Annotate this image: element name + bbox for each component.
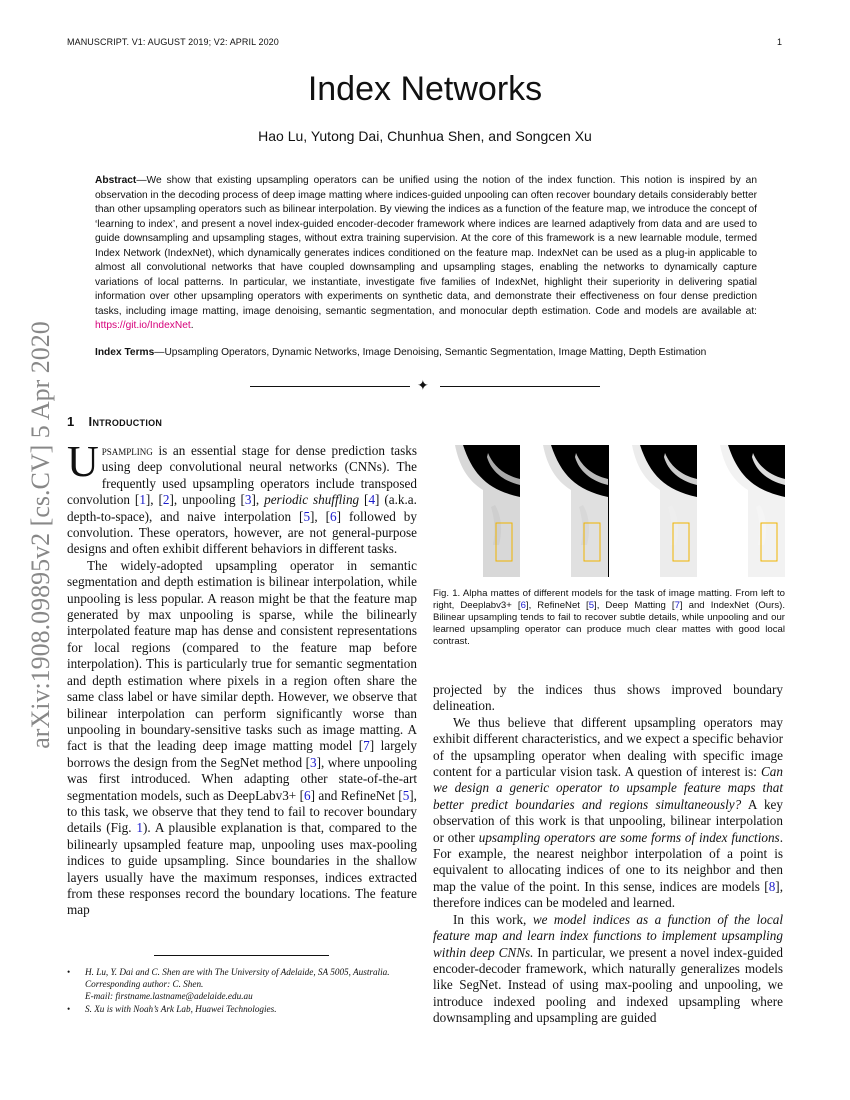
dropcap: U <box>67 437 99 486</box>
footnote-affiliation-xu <box>67 1003 419 1015</box>
text-run: ] and IndexNet (Ours). Bilinear upsampling tends to fail to recover subtle details, while unpooling and our learned upsampling operator can produce much clear mattes with good local contrast. <box>433 600 785 647</box>
footnote-email: E-mail: firstname.lastname@adelaide.edu.au <box>85 991 253 1001</box>
footnote-text: S. Xu is with Noah’s Ark Lab, Huawei Technologies. <box>85 1004 277 1014</box>
citation-link[interactable]: 1 <box>139 492 146 508</box>
page-number: 1 <box>776 37 782 47</box>
code-link[interactable]: https://git.io/IndexNet <box>95 320 191 331</box>
text-run: ] largely borrows the design from the SegNet method [ <box>67 738 417 770</box>
matte-panel-refinenet <box>521 445 608 577</box>
figure-ref-link[interactable]: 1 <box>136 820 144 836</box>
citation-link[interactable]: 4 <box>368 492 376 508</box>
text-run: [ <box>359 492 369 508</box>
text-run: In particular, we present a novel index-guided encoder-decoder framework, which naturally generalizes models like SegNet. Instead of using max-pooling and unpooling, we introduce indexed pooling and indexed upsampling where downsampling and upsampling are guided <box>433 944 784 1026</box>
text-run: ] and RefineNet [ <box>310 787 403 803</box>
citation-link[interactable]: 2 <box>162 492 170 508</box>
italic-run: upsampling operators are some forms of index functions <box>478 829 780 845</box>
divider-star-icon: ✦ <box>417 377 429 393</box>
abstract-text: —We show that existing upsampling operators can be unified using the notion of the index function. This notion is inspired by an observation in the decoding process of deep image matting where indices-guided unpooling can often recover boundary details considerably better than other upsampling operators such as bilinear interpolation. By viewing the indices as a function of the feature map, we introduce the concept of ‘learning to index’, and present a novel index-guided encoder-decoder framework where indices are learned adaptively from data and are used to guide downsampling and upsampling stages, without extra training supervision. At the core of this framework is a new learnable module, termed Index Network (IndexNet), which dynamically generates indices conditioned on the feature map. IndexNet can be used as a plug-in applicable to almost all convolutional networks that have coupled downsampling and upsampling stages, enabling the networks to dynamically capture variations of local patterns. In particular, we instantiate, investigate five families of IndexNet, highlight their superiority in delivering spatial information over other upsampling operators with experiments on synthetic data, and demonstrate their effectiveness on four dense prediction tasks, including image matting, image denoising, semantic segmentation, and monocular depth estimation. Code and models are available at: <box>95 175 757 317</box>
text-run: In this work, <box>453 911 533 927</box>
section-title: Introduction <box>88 414 163 429</box>
section-heading <box>67 414 162 429</box>
citation-link[interactable]: 5 <box>402 787 410 803</box>
text-run: ], [ <box>310 508 331 524</box>
matte-image <box>433 445 520 577</box>
italic-run: periodic shuffling <box>264 492 360 508</box>
italic-run: Can we design a generic operator to upsample feature maps that better predict boundaries and regions simultaneously? <box>433 764 783 812</box>
text-run: is an essential stage for dense prediction tasks using deep convolutional neural networks (CNNs). The frequently used upsampling operators include transposed convolution [ <box>67 443 417 508</box>
matte-panel-indexnet <box>698 445 785 577</box>
citation-link[interactable]: 3 <box>309 754 317 770</box>
text-run: ], where unpooling was first introduced. When adapting other state-of-the-art segmentation models, such as DeepLabv3+ [ <box>67 754 418 803</box>
citation-link[interactable]: 3 <box>244 492 252 508</box>
citation-link[interactable]: 6 <box>330 508 337 524</box>
text-run: ], [ <box>145 492 163 508</box>
divider-line-right <box>440 386 600 387</box>
index-terms <box>95 346 757 361</box>
footnote-affiliation <box>67 966 419 1002</box>
figure-caption <box>433 588 785 648</box>
text-run: ], RefineNet [ <box>525 600 589 611</box>
bullet-icon: • <box>67 967 71 977</box>
footnote-text: H. Lu, Y. Dai and C. Shen are with The University of Adelaide, SA 5005, Australia. Corresponding author: C. Shen. <box>85 967 390 989</box>
text-run: ], <box>251 492 265 508</box>
lead-word: psampling <box>101 443 153 458</box>
left-column <box>67 437 418 919</box>
citation-link[interactable]: 5 <box>303 508 311 524</box>
text-run: ] (a.k.a. depth-to-space), and naive interpolation [ <box>67 492 417 524</box>
text-run: ], therefore indices can be modeled and learned. <box>433 878 783 911</box>
text-run: A key observation of this work is that unpooling, bilinear interpolation or other <box>433 796 783 845</box>
citation-link[interactable]: 5 <box>588 600 595 611</box>
intro-paragraph-3 <box>433 715 783 912</box>
section-number: 1 <box>67 414 75 429</box>
italic-run: we model indices as a function of the local feature map and learn index functions to implement upsampling within deep CNNs. <box>433 911 783 960</box>
abstract-label: Abstract <box>95 175 137 186</box>
figure-1-image <box>433 445 785 577</box>
paper-title: Index Networks <box>307 70 543 108</box>
intro-paragraph-2-continued: projected by the indices thus shows improved boundary delineation. <box>433 682 783 714</box>
matte-panel-deep-matting <box>610 445 697 577</box>
intro-paragraph-1 <box>67 437 417 558</box>
text-run: We thus believe that different upsampling operators may exhibit different characteristics, and we expect a specific behavior of the upsampling operator when dealing with specific image content for a particular vision task. A question of interest is: <box>433 714 783 780</box>
matte-panel-deeplabv3 <box>433 445 520 577</box>
abstract-end: . <box>190 320 194 331</box>
author-list: Hao Lu, Yutong Dai, Chunhua Shen, and Songcen Xu <box>258 128 592 144</box>
text-run: Fig. 1. Alpha mattes of different models for the task of image matting. From left to right, Deeplabv3+ [ <box>433 588 785 611</box>
abstract <box>95 174 757 334</box>
footnote-rule <box>154 955 329 956</box>
right-column <box>433 682 783 1027</box>
index-terms-text: —Upsampling Operators, Dynamic Networks, Image Denoising, Semantic Segmentation, Image Matting, Depth Estimation <box>154 347 707 358</box>
intro-paragraph-4 <box>433 912 783 1027</box>
matte-image <box>521 445 608 577</box>
running-header: MANUSCRIPT. V1: AUGUST 2019; V2: APRIL 2020 <box>67 37 279 47</box>
intro-paragraph-2 <box>67 558 417 919</box>
divider-line-left <box>250 386 410 387</box>
citation-link[interactable]: 8 <box>768 878 776 894</box>
text-run: The widely-adopted upsampling operator in semantic segmentation and depth estimation is bilinear interpolation, while unpooling is less popular. A reason might be that the feature map generated by max unpooling is sparse, while the bilinearly interpolated feature map has dense and consistent representations for local regions (compared to the feature map before interpolation). This is particularly true for semantic segmentation and depth estimation where pixels in a region often share the same class label or have similar depth. However, we observe that bilinear interpolation can perform significantly worse than unpooling in boundary-sensitive tasks such as image matting. A fact is that the leading deep image matting model [ <box>67 557 417 754</box>
citation-link[interactable]: 7 <box>674 600 680 611</box>
text-run: ] followed by convolution. These operators, however, are not general-purpose designs and often exhibit different behaviors in different tasks. <box>67 508 417 557</box>
matte-image <box>698 445 785 577</box>
text-run: ], to this task, we observe that they tend to fail to recover boundary details (Fig. <box>67 787 417 836</box>
citation-link[interactable]: 6 <box>520 600 526 611</box>
text-run: ], Deep Matting [ <box>594 600 675 611</box>
footnotes <box>67 966 419 1016</box>
text-run: ). A plausible explanation is that, compared to the bilinearly upsampled feature map, unpooling uses max-pooling indices to guide upsampling. Since boundaries in the shallow layers usually have the maximum responses, indices extracted from these responses record the boundary locations. The feature map <box>67 820 417 918</box>
citation-link[interactable]: 6 <box>304 787 311 803</box>
index-terms-label: Index Terms <box>95 347 155 358</box>
bullet-icon: • <box>67 1004 71 1014</box>
arxiv-stamp: arXiv:1908.09895v2 [cs.CV] 5 Apr 2020 <box>26 321 55 749</box>
matte-image <box>610 445 697 577</box>
text-run: ], unpooling [ <box>169 492 245 508</box>
text-run: . For example, the nearest neighbor interpolation of a point is equivalent to allocating indices of one to its neighbor and then map the value of the point. In this sense, indices are models [ <box>433 829 783 894</box>
citation-link[interactable]: 7 <box>363 738 370 754</box>
